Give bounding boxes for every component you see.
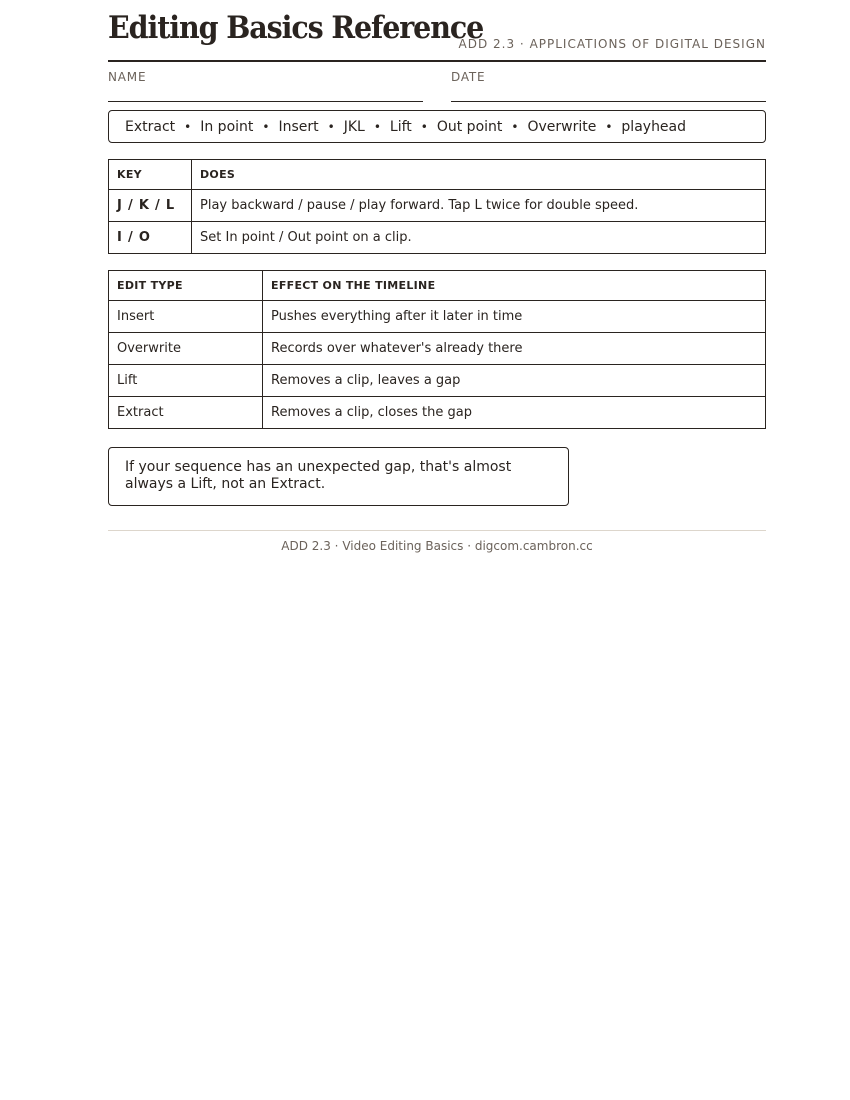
table-row: [109, 301, 766, 333]
vocab-term: Insert: [278, 118, 319, 135]
name-field-label: NAME: [108, 70, 147, 84]
column-header: DOES: [192, 160, 766, 190]
effect-cell: Removes a clip, leaves a gap: [263, 365, 766, 397]
column-header: KEY: [109, 160, 192, 190]
vocab-term: Extract: [125, 118, 176, 135]
vocab-separator: •: [373, 119, 381, 134]
vocab-separator: •: [511, 119, 519, 134]
table-header-row: [109, 160, 766, 190]
table-row: [109, 397, 766, 429]
vocab-term: playhead: [621, 118, 687, 135]
vocab-term: JKL: [343, 118, 365, 135]
page-header: [108, 0, 766, 62]
edit-type-cell: Extract: [109, 397, 263, 429]
vocab-separator: •: [327, 119, 335, 134]
effect-cell: Pushes everything after it later in time: [263, 301, 766, 333]
key-cell: I / O: [109, 222, 192, 254]
vocab-term: Overwrite: [527, 118, 597, 135]
keyboard-shortcuts-table: [108, 159, 766, 254]
edit-type-cell: Insert: [109, 301, 263, 333]
tip-text: If your sequence has an unexpected gap, that's almost always a Lift, not an Extract.: [125, 459, 512, 492]
description-cell: Set In point / Out point on a clip.: [192, 222, 766, 254]
tip-box: [108, 447, 569, 506]
table-row: [109, 365, 766, 397]
table-row: [109, 190, 766, 222]
vocab-separator: •: [262, 119, 270, 134]
effect-cell: Removes a clip, closes the gap: [263, 397, 766, 429]
student-fields: [108, 62, 766, 102]
edit-type-cell: Overwrite: [109, 333, 263, 365]
vocab-term: In point: [200, 118, 254, 135]
page-title: Editing Basics Reference: [108, 10, 484, 46]
table-row: [109, 333, 766, 365]
vocab-separator: •: [184, 119, 192, 134]
description-cell: Play backward / pause / play forward. Tap L twice for double speed.: [192, 190, 766, 222]
table-header-row: [109, 271, 766, 301]
column-header: EFFECT ON THE TIMELINE: [263, 271, 766, 301]
name-field[interactable]: [108, 62, 423, 102]
vocab-separator: •: [420, 119, 428, 134]
vocab-term: Out point: [436, 118, 503, 135]
course-label: ADD 2.3 · APPLICATIONS OF DIGITAL DESIGN: [458, 37, 766, 51]
vocab-term: Lift: [389, 118, 412, 135]
vocab-separator: •: [605, 119, 613, 134]
vocabulary-box: [108, 110, 766, 143]
edit-type-cell: Lift: [109, 365, 263, 397]
page-footer: [108, 530, 766, 553]
effect-cell: Records over whatever's already there: [263, 333, 766, 365]
edit-types-table: [108, 270, 766, 429]
column-header: EDIT TYPE: [109, 271, 263, 301]
date-field-label: DATE: [451, 70, 486, 84]
footer-text: ADD 2.3 · Video Editing Basics · digcom.cambron.cc: [281, 539, 593, 553]
worksheet-page: [108, 0, 766, 553]
table-row: [109, 222, 766, 254]
date-field[interactable]: [451, 62, 766, 102]
key-cell: J / K / L: [109, 190, 192, 222]
